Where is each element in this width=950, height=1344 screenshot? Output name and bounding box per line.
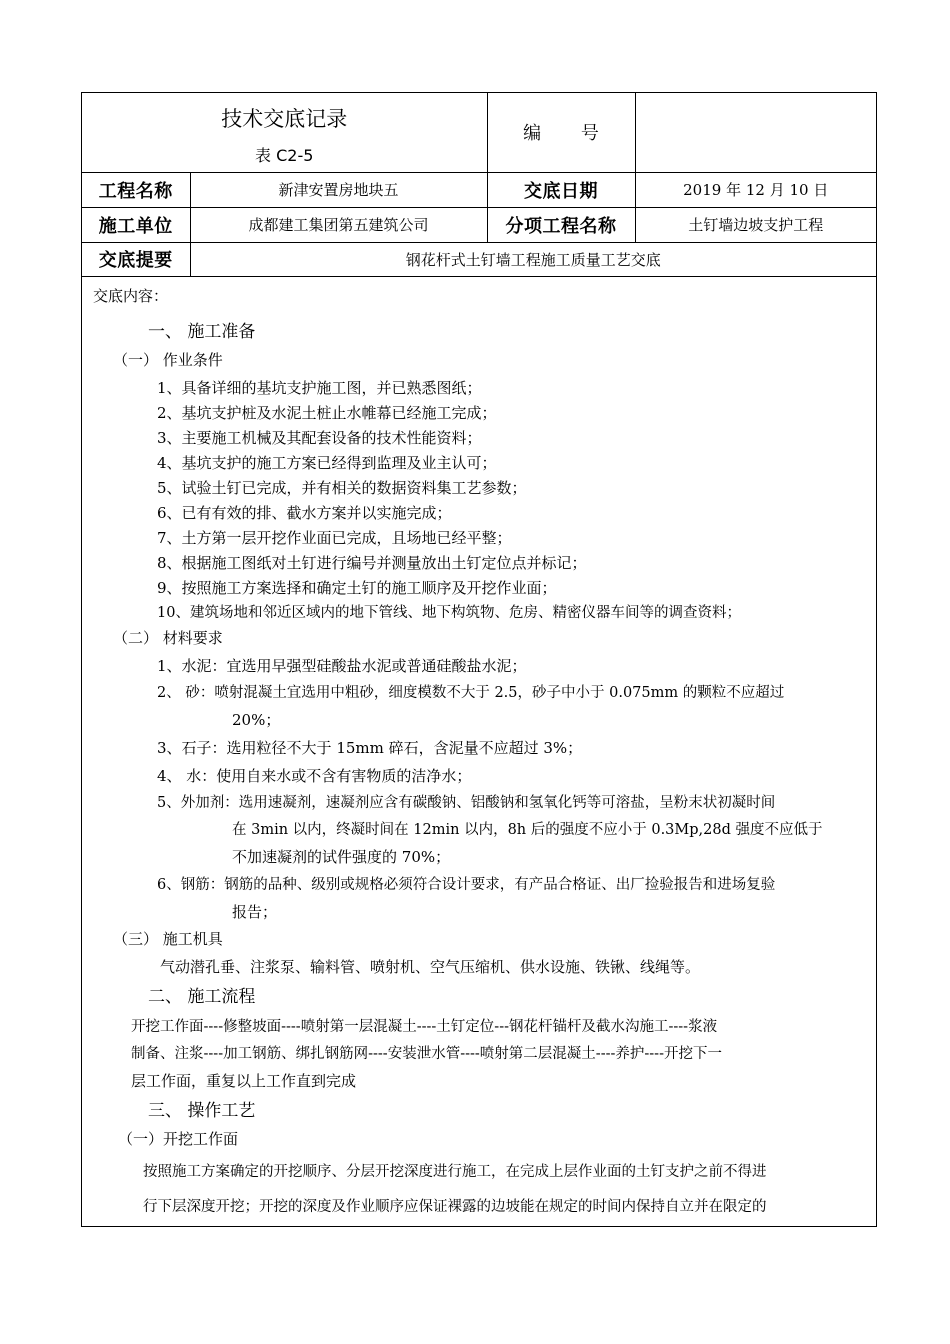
list-item-continuation: 报告；: [232, 903, 278, 921]
list-item: 2、 砂：喷射混凝土宜选用中粗砂，细度模数不大于 2.5，砂子中小于 0.075mm 的颗粒不应超过: [157, 685, 785, 701]
summary-label: 交底提要: [98, 250, 173, 271]
list-item: 6、钢筋：钢筋的品种、级别或规格必须符合设计要求，有产品合格证、出厂捡验报告和进场复验: [157, 877, 776, 893]
flow-text: 开挖工作面----修整坡面----喷射第一层混凝土----土钉定位---钢花杆锚杆及截水沟施工----浆液: [131, 1019, 718, 1035]
date-value: 2019 年 12 月 10 日: [683, 181, 829, 199]
list-item-continuation: 在 3min 以内，终凝时间在 12min 以内，8h 后的强度不应小于 0.3Mp,28d 强度不应低于: [232, 822, 823, 838]
number-label: 编 号: [523, 123, 599, 145]
list-item-continuation: 20%；: [232, 711, 281, 729]
list-item: 1、水泥：宜选用早强型硅酸盐水泥或普通硅酸盐水泥；: [157, 657, 527, 675]
subproject-value: 土钉墙边坡支护工程: [688, 216, 824, 234]
list-item: 5、试验土钉已完成，并有相关的数据资料集工艺参数；: [157, 479, 527, 497]
list-item: 9、按照施工方案选择和确定土钉的施工顺序及开挖作业面；: [157, 579, 557, 597]
form-number: 表 C2-5: [255, 145, 314, 165]
intro-text: 交底内容：: [93, 287, 169, 305]
subsection-heading: （二） 材料要求: [113, 629, 223, 647]
project-name-label: 工程名称: [98, 180, 173, 202]
summary-value: 钢花杆式土钉墙工程施工质量工艺交底: [405, 250, 661, 269]
subsection-heading: （一）开挖工作面: [118, 1130, 239, 1148]
header-table: [82, 93, 876, 277]
list-item: 2、基坑支护桩及水泥土桩止水帷幕已经施工完成；: [157, 404, 497, 422]
title-cell: [82, 93, 487, 172]
number-value-cell: [635, 93, 876, 172]
unit-value: 成都建工集团第五建筑公司: [248, 216, 429, 234]
section-heading: 二、 施工流程: [148, 987, 256, 1007]
subsection-heading: （三） 施工机具: [113, 930, 223, 948]
paragraph-text: 行下层深度开挖；开挖的深度及作业顺序应保证裸露的边坡能在规定的时间内保持自立并在限定的: [143, 1199, 767, 1215]
section-heading: 一、 施工准备: [148, 322, 256, 342]
subproject-label: 分项工程名称: [505, 215, 617, 237]
document-title: 技术交底记录: [221, 106, 348, 131]
list-item-continuation: 不加速凝剂的试件强度的 70%；: [232, 848, 451, 866]
list-item: 6、已有有效的排、截水方案并以实施完成；: [157, 504, 452, 522]
list-item: 8、根据施工图纸对土钉进行编号并测量放出土钉定位点并标记；: [157, 554, 587, 572]
date-label: 交底日期: [524, 180, 598, 202]
subsection-heading: （一） 作业条件: [113, 351, 223, 369]
list-item: 3、主要施工机械及其配套设备的技术性能资料；: [157, 429, 482, 447]
flow-text: 层工作面，重复以上工作直到完成: [131, 1072, 357, 1090]
list-item: 4、基坑支护的施工方案已经得到监理及业主认可；: [157, 454, 497, 472]
list-item: 7、土方第一层开挖作业面已完成，且场地已经平整；: [157, 529, 512, 547]
flow-text: 制备、注浆----加工钢筋、绑扎钢筋网----安装泄水管----喷射第二层混凝土----养护----开挖下一: [131, 1046, 722, 1062]
list-item: 5、外加剂：选用速凝剂，速凝剂应含有碳酸钠、铝酸钠和氢氧化钙等可溶盐，呈粉末状初凝时间: [157, 795, 776, 811]
unit-label: 施工单位: [98, 215, 173, 237]
list-item: 1、具备详细的基坑支护施工图，并已熟悉图纸；: [157, 379, 482, 397]
project-name: 新津安置房地块五: [278, 181, 399, 199]
tools-text: 气动潜孔垂、注浆泵、输料管、喷射机、空气压缩机、供水设施、铁锹、线绳等。: [160, 958, 701, 976]
list-item: 4、 水：使用自来水或不含有害物质的洁净水；: [157, 767, 472, 785]
section-heading: 三、 操作工艺: [148, 1101, 256, 1121]
list-item: 3、石子：选用粒径不大于 15mm 碎石，含泥量不应超过 3%；: [157, 739, 583, 757]
number-label-cell: [487, 93, 635, 172]
list-item: 10、建筑场地和邻近区域内的地下管线、地下构筑物、危房、精密仪器车间等的调查资料；: [157, 605, 741, 621]
paragraph-text: 按照施工方案确定的开挖顺序、分层开挖深度进行施工，在完成上层作业面的土钉支护之前不得进: [143, 1164, 767, 1180]
